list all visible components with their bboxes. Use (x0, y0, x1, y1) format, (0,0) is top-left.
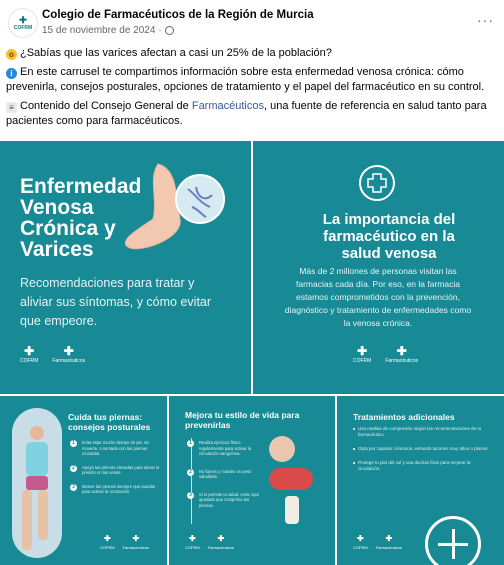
exercise-photo (269, 436, 295, 462)
post-header (0, 0, 504, 44)
step-item: 1 Evita estar mucho tiempo de pie, sin moverte, o sentada con las piernas cruzadas. (70, 440, 160, 457)
tile-title: La importancia del farmacéutico en la salud venosa (322, 211, 456, 262)
page-avatar[interactable] (8, 8, 38, 38)
tile-logos (100, 532, 149, 551)
farmaceuticos-logo: ✚ Farmacéuticos (375, 534, 402, 550)
carousel-image-5[interactable] (337, 396, 504, 565)
carousel-image-4[interactable] (169, 396, 335, 565)
tile-title: Cuida tus piernas: consejos posturales (68, 412, 151, 432)
leg-varicose-illustration (118, 159, 238, 259)
post-text (6, 46, 498, 133)
avatar-caption: COFRM (13, 25, 33, 31)
tile-logos (185, 532, 234, 551)
page-name[interactable]: Colegio de Farmacéuticos de la Región de Murcia (42, 9, 314, 21)
step-list (70, 440, 160, 503)
bullet-list (353, 426, 493, 480)
open-mouth-face-icon: o (6, 49, 17, 60)
bullet-item: Usa medias de compresión según las recomendaciones de tu farmacéutico. (353, 426, 493, 438)
post-meta (42, 25, 174, 36)
info-icon: i (6, 68, 17, 79)
healthy-food-photo (269, 468, 313, 490)
tile-logos (353, 345, 418, 364)
step-list (187, 440, 265, 516)
step-item: 3 Mueve las piernas siempre que puedas para activar la circulación. (70, 484, 160, 495)
link-farmaceuticos[interactable]: Farmacéuticos (191, 100, 264, 112)
farmaceuticos-logo: ✚ Farmacéuticos (52, 344, 86, 364)
bullet-item: Opta por zapatos cómodos, evitando tacones muy altos o planos. (353, 446, 493, 452)
step-number-1: 1 (70, 440, 77, 447)
tile-title: Enfermedad Venosa Crónica y Varices (20, 175, 142, 261)
pharmacy-cross-icon: ✚ (19, 15, 27, 25)
cofrm-logo: ✚ COFRM (100, 534, 115, 550)
plus-circle-icon (425, 516, 481, 565)
cofrm-logo: ✚ COFRM (353, 344, 372, 364)
post-line-1: o ¿Sabías que las varices afectan a casi un 25% de la población? (6, 46, 498, 61)
meta-separator: · (158, 25, 162, 36)
cofrm-logo: ✚ COFRM (20, 344, 39, 364)
carousel-image-3[interactable] (0, 396, 167, 565)
tile-title: Mejora tu estilo de vida para prevenirlas (185, 410, 300, 430)
step-item: 2 No fumes y mantén un peso saludable. (187, 469, 265, 480)
farmaceuticos-logo: ✚ Farmacéuticos (122, 534, 149, 550)
step-number-2: 2 (70, 465, 77, 472)
step-item: 2 Apoya las piernas elevadas para aliviar la presión en las venas. (70, 465, 160, 476)
carousel-image-1[interactable] (0, 141, 251, 394)
step-number-3: 3 (70, 484, 77, 491)
tile-title: Tratamientos adicionales (353, 412, 455, 422)
tile-logos (20, 345, 85, 364)
bullet-item: Protege tu piel del sol y usa duchas frías para mejorar la circulación. (353, 460, 493, 472)
cofrm-logo: ✚ COFRM (353, 534, 368, 550)
farmaceuticos-logo: ✚ Farmacéuticos (385, 344, 419, 364)
step-item: 1 Realiza ejercicio físico regularmente para activar la circulación sanguínea. (187, 440, 265, 457)
post-line-2: i En este carrusel te compartimos información sobre esta enfermedad venosa crónica: cómo prevenirla, consejos posturales, opciones de tratamiento y el papel del farmacéutico en su control. (6, 66, 485, 93)
step-item: 3 Si lo permite tu salud, evita ropa ajustada que comprima las piernas. (187, 492, 265, 509)
tile-body: Más de 2 millones de personas visitan las farmacias cada día. Por eso, en la farmacia estamos comprometidos con la prevención, diagnóstico y tratamiento de enfermedades como la venosa crónica. (284, 266, 472, 328)
step-number-2: 2 (187, 469, 194, 476)
farmaceuticos-logo: ✚ Farmacéuticos (207, 534, 234, 550)
step-number-3: 3 (187, 492, 194, 499)
carousel-image-2[interactable] (253, 141, 504, 394)
post-line-3: ≡ Contenido del Consejo General de Farmacéuticos, una fuente de referencia en salud tanto para pacientes como para farmacéuticos. (6, 100, 487, 127)
stretching-woman-photo (12, 408, 62, 558)
carousel-grid (0, 141, 504, 565)
step-number-1: 1 (187, 440, 194, 447)
more-options-button[interactable]: ··· (477, 12, 494, 28)
post-date[interactable]: 15 de noviembre de 2024 (42, 25, 156, 36)
memo-icon: ≡ (6, 102, 17, 113)
tile-subtitle: Recomendaciones para tratar y aliviar sus síntomas, y cómo evitar que empeore. (20, 276, 212, 328)
tile-logos (353, 532, 402, 551)
cross-circle-icon (359, 165, 395, 201)
globe-icon (165, 26, 174, 35)
legs-photo (285, 496, 299, 524)
cofrm-logo: ✚ COFRM (185, 534, 200, 550)
